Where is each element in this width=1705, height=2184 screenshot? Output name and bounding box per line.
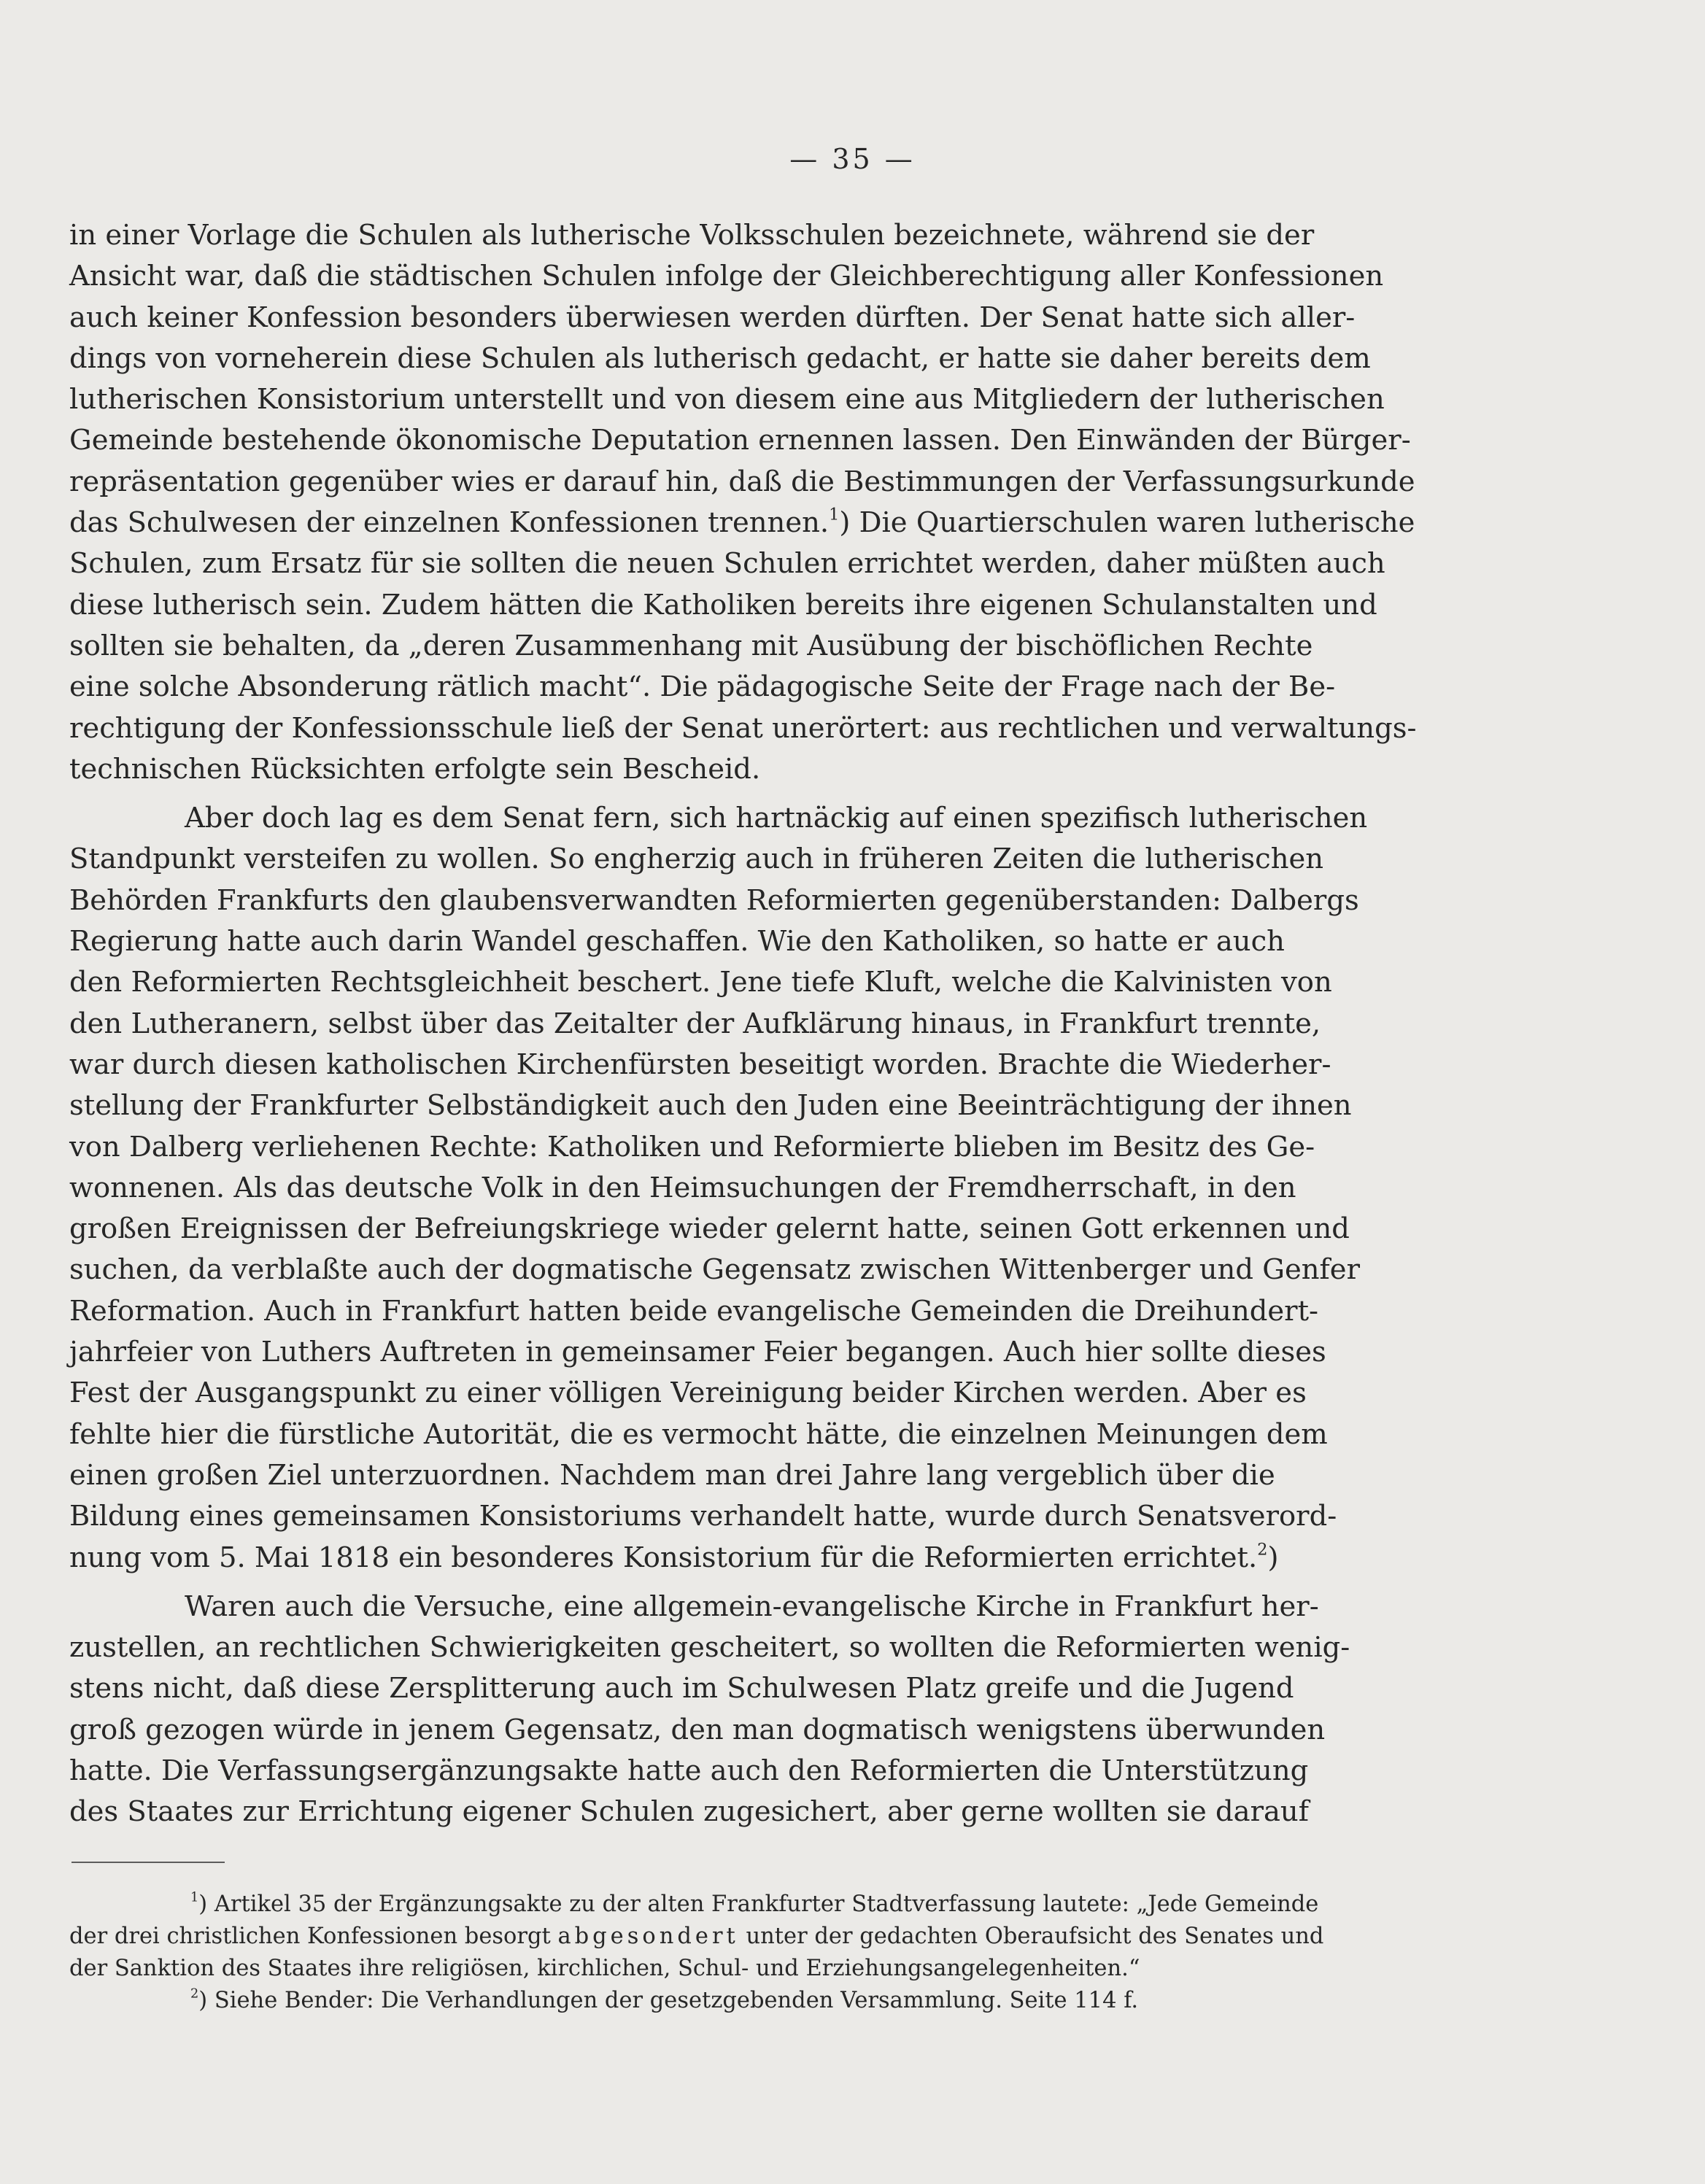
text-line <box>69 215 1454 256</box>
text-run: ) Die Quartierschulen waren lutherische <box>839 506 1415 540</box>
emphasized-text: abgesondert <box>557 1924 739 1949</box>
text-line <box>69 1168 1454 1209</box>
text-run: des Staates zur Errichtung eigener Schulen zugesichert, aber gerne wollten sie darauf <box>69 1795 1309 1829</box>
text-line <box>69 462 1454 503</box>
text-run: stellung der Frankfurter Selbständigkeit auch den Juden eine Beeinträchtigung der ihnen <box>69 1089 1352 1123</box>
text-run: der drei christlichen Konfessionen besorgt <box>69 1924 558 1949</box>
text-run: groß gezogen würde in jenem Gegensatz, den man dogmatisch wenigstens überwunden <box>69 1713 1326 1746</box>
footnote <box>69 1985 1454 2017</box>
text-line <box>69 749 1454 790</box>
footnote-line <box>69 1985 1454 2017</box>
text-run: repräsentation gegenüber wies er darauf hin, daß die Bestimmungen der Verfassungsurkunde <box>69 465 1415 498</box>
text-line <box>69 1496 1454 1537</box>
text-line <box>69 420 1454 461</box>
text-line <box>69 1085 1454 1126</box>
text-run: dings von vorneherein diese Schulen als lutherisch gedacht, er hatte sie daher bereits dem <box>69 341 1371 375</box>
text-line <box>69 1538 1454 1579</box>
text-line <box>69 1291 1454 1332</box>
text-run: Waren auch die Versuche, eine allgemein-evangelische Kirche in Frankfurt her- <box>185 1589 1319 1623</box>
text-line <box>69 1127 1454 1168</box>
text-run: großen Ereignissen der Befreiungskriege wieder gelernt hatte, seinen Gott erkennen und <box>69 1212 1350 1246</box>
text-line <box>69 338 1454 379</box>
text-run: den Lutheranern, selbst über das Zeitalter der Aufklärung hinaus, in Frankfurt trennte, <box>69 1007 1321 1040</box>
text-run: der Sanktion des Staates ihre religiösen, kirchlichen, Schul- und Erziehungsangelegenheiten.“ <box>69 1956 1140 1981</box>
text-run: technischen Rücksichten erfolgte sein Bescheid. <box>69 752 761 786</box>
text-run: den Reformierten Rechtsgleichheit beschert. Jene tiefe Kluft, welche die Kalvinisten von <box>69 966 1332 999</box>
footnote-line <box>69 1921 1454 1953</box>
text-line <box>69 256 1454 297</box>
text-run: Bildung eines gemeinsamen Konsistoriums verhandelt hatte, wurde durch Senatsverord- <box>69 1500 1337 1533</box>
text-run: jahrfeier von Luthers Auftreten in gemeinsamer Feier begangen. Auch hier sollte dieses <box>69 1336 1326 1369</box>
footnote-marker: 2 <box>190 1986 199 2002</box>
text-run: von Dalberg verliehenen Rechte: Katholiken und Reformierte blieben im Besitz des Ge- <box>69 1130 1315 1163</box>
text-run: unter der gedachten Oberaufsicht des Senates und <box>738 1924 1324 1949</box>
text-line <box>69 1004 1454 1045</box>
text-run: zustellen, an rechtlichen Schwierigkeiten gescheitert, so wollten die Reformierten wenig- <box>69 1631 1350 1665</box>
text-run: stens nicht, daß diese Zersplitterung auch im Schulwesen Platz greife und die Jugend <box>69 1672 1294 1705</box>
text-run: auch keiner Konfession besonders überwiesen werden dürften. Der Senat hatte sich aller- <box>69 301 1356 334</box>
text-run: Gemeinde bestehende ökonomische Deputation ernennen lassen. Den Einwänden der Bürger- <box>69 424 1411 457</box>
text-line <box>69 543 1454 584</box>
text-line <box>69 839 1454 880</box>
text-line <box>69 921 1454 962</box>
text-run: ) Siehe Bender: Die Verhandlungen der gesetzgebenden Versammlung. Seite 114 f. <box>198 1988 1139 2013</box>
text-run: diese lutherisch sein. Zudem hätten die Katholiken bereits ihre eigenen Schulanstalten und <box>69 588 1377 621</box>
text-line <box>69 1373 1454 1414</box>
text-run: wonnenen. Als das deutsche Volk in den Heimsuchungen der Fremdherrschaft, in den <box>69 1171 1296 1204</box>
footnote <box>69 1889 1454 1985</box>
text-line <box>69 1627 1454 1668</box>
text-run: lutherischen Konsistorium unterstellt und von diesem eine aus Mitgliedern der lutherischen <box>69 383 1385 417</box>
text-run: Behörden Frankfurts den glaubensverwandten Reformierten gegenüberstanden: Dalbergs <box>69 883 1359 917</box>
text-run: Ansicht war, daß die städtischen Schulen infolge der Gleichberechtigung aller Konfessionen <box>69 260 1384 293</box>
text-line <box>69 298 1454 338</box>
text-run: Schulen, zum Ersatz für sie sollten die neuen Schulen errichtet werden, daher müßten auch <box>69 547 1385 581</box>
text-line <box>69 1710 1454 1751</box>
paragraph <box>69 798 1454 1579</box>
text-run: suchen, da verblaßte auch der dogmatische Gegensatz zwischen Wittenberger und Genfer <box>69 1253 1360 1287</box>
footnote-line <box>69 1889 1454 1921</box>
text-line <box>69 1332 1454 1373</box>
footnote-marker: 2 <box>1257 1539 1268 1559</box>
text-run: eine solche Absonderung rätlich macht“. Die pädagogische Seite der Frage nach der Be- <box>69 670 1336 704</box>
text-line <box>69 1668 1454 1709</box>
text-run: Reformation. Auch in Frankfurt hatten beide evangelische Gemeinden die Dreihundert- <box>69 1294 1319 1328</box>
text-run: das Schulwesen der einzelnen Konfessionen trennen. <box>69 506 830 540</box>
text-run: in einer Vorlage die Schulen als lutherische Volksschulen bezeichnete, während sie der <box>69 219 1315 252</box>
text-run: rechtigung der Konfessionsschule ließ der Senat unerörtert: aus rechtlichen und verwaltungs- <box>69 711 1417 745</box>
footnote-marker: 1 <box>190 1890 199 1905</box>
footnote-marker: 1 <box>829 505 840 524</box>
text-run: ) Artikel 35 der Ergänzungsakte zu der alten Frankfurter Stadtverfassung lautete: „Jede Gemeinde <box>198 1891 1319 1917</box>
text-line <box>69 503 1454 543</box>
text-line <box>69 1414 1454 1455</box>
text-run: Fest der Ausgangspunkt zu einer völligen Vereinigung beider Kirchen werden. Aber es <box>69 1376 1307 1410</box>
text-run: sollten sie behalten, da „deren Zusammenhang mit Ausübung der bischöflichen Rechte <box>69 629 1313 662</box>
text-line <box>69 626 1454 667</box>
text-line <box>69 1250 1454 1290</box>
text-line <box>69 1587 1454 1627</box>
text-line <box>69 962 1454 1003</box>
footnote-line <box>69 1953 1454 1985</box>
paragraph <box>69 215 1454 790</box>
paragraph <box>69 1587 1454 1833</box>
text-line <box>69 1792 1454 1832</box>
footnotes <box>69 1889 1454 2017</box>
text-run: Regierung hatte auch darin Wandel geschaffen. Wie den Katholiken, so hatte er auch <box>69 925 1285 959</box>
text-line <box>69 1455 1454 1496</box>
text-run: war durch diesen katholischen Kirchenfürsten beseitigt worden. Brachte die Wiederher- <box>69 1048 1331 1081</box>
text-line <box>69 880 1454 921</box>
text-line <box>69 798 1454 839</box>
footnote-separator <box>71 1862 225 1863</box>
text-line <box>69 708 1454 749</box>
text-line <box>69 379 1454 420</box>
body-text <box>69 215 1454 1833</box>
text-run: fehlte hier die fürstliche Autorität, die es vermocht hätte, die einzelnen Meinungen dem <box>69 1417 1328 1451</box>
text-line <box>69 667 1454 708</box>
text-run: hatte. Die Verfassungsergänzungsakte hatte auch den Reformierten die Unterstützung <box>69 1754 1309 1787</box>
text-line <box>69 1751 1454 1792</box>
text-run: Aber doch lag es dem Senat fern, sich hartnäckig auf einen spezifisch lutherischen <box>185 802 1368 835</box>
page-number: — 35 — <box>789 143 916 175</box>
text-run: Standpunkt versteifen zu wollen. So engherzig auch in früheren Zeiten die lutherischen <box>69 843 1324 876</box>
text-line <box>69 585 1454 626</box>
text-line <box>69 1209 1454 1250</box>
text-run: einen großen Ziel unterzuordnen. Nachdem man drei Jahre lang vergeblich über die <box>69 1458 1275 1492</box>
text-line <box>69 1045 1454 1085</box>
text-run: ) <box>1267 1541 1279 1574</box>
text-run: nung vom 5. Mai 1818 ein besonderes Konsistorium für die Reformierten errichtet. <box>69 1541 1258 1574</box>
